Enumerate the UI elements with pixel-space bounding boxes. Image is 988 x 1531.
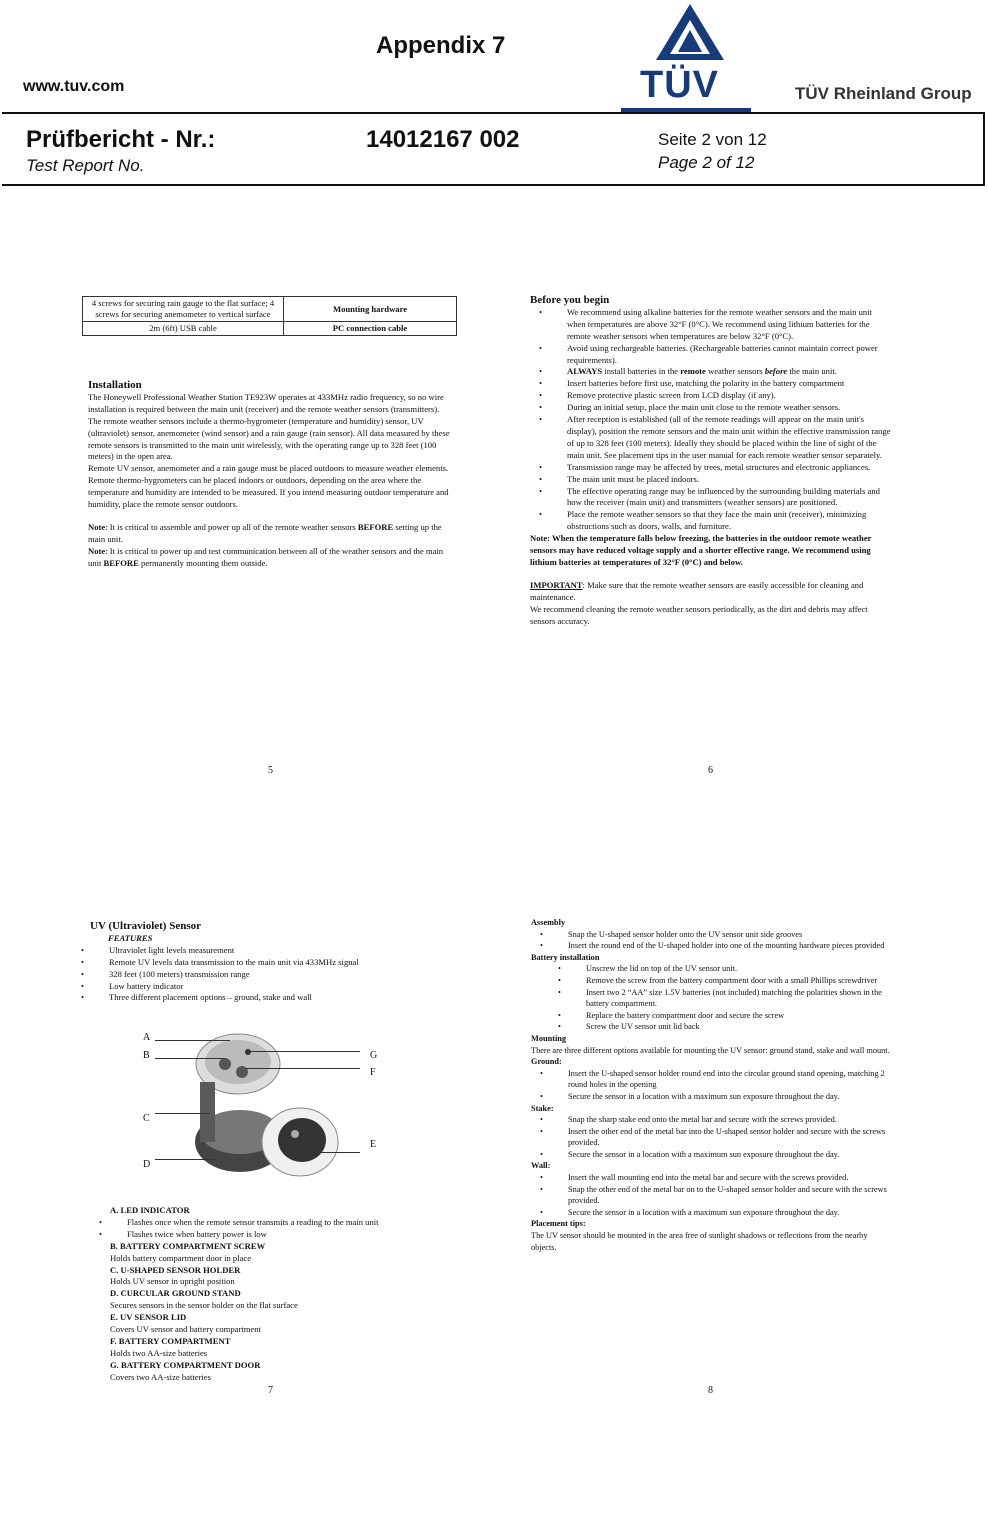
table-cell: Mounting hardware xyxy=(284,297,457,322)
page-number: 6 xyxy=(708,765,713,776)
list-item xyxy=(530,366,892,378)
page-number: 7 xyxy=(268,1385,273,1396)
text: weather sensors xyxy=(705,366,765,377)
list-item: • Screw the UV sensor unit lid back xyxy=(549,1021,893,1033)
list-item: • Snap the U-shaped sensor holder onto the UV sensor unit side grooves xyxy=(531,929,893,941)
note-text: setting up the main unit. xyxy=(88,521,442,544)
figure-label-a: A xyxy=(143,1032,151,1043)
part-title: A. LED INDICATOR xyxy=(110,1205,190,1215)
table-cell: PC connection cable xyxy=(284,322,457,336)
list-item: • Insert batteries before first use, matching the polarity in the battery compartment xyxy=(530,378,892,390)
list-item: • Replace the battery compartment door and secure the screw xyxy=(549,1010,893,1022)
page-number: 8 xyxy=(708,1385,713,1396)
leader-line xyxy=(310,1152,360,1153)
note-text: : It is critical to power up and test communication between all of the weather sensors and the main unit xyxy=(88,545,444,568)
subheading: Battery installation xyxy=(531,952,600,962)
figure-label-c: C xyxy=(143,1113,150,1124)
list-item: • Remove protective plastic screen from LCD display (if any). xyxy=(530,390,892,402)
tuv-logo-text: TÜV xyxy=(640,64,719,106)
note-text: : It is critical to assemble and power up all of the remote weather sensors xyxy=(105,521,358,532)
emphasis: ALWAYS xyxy=(567,366,603,377)
note-paragraph xyxy=(88,522,456,546)
emphasis: remote xyxy=(680,366,706,377)
list-item: • Insert two 2 “AA” size 1.5V batteries (not included) matching the polarities shown in the battery compartment. xyxy=(549,987,893,1010)
features-list xyxy=(72,945,450,1005)
figure-label-g: G xyxy=(370,1050,378,1061)
table-row xyxy=(83,322,457,336)
bullet-list xyxy=(531,1114,893,1160)
part-title: G. BATTERY COMPARTMENT DOOR xyxy=(110,1359,261,1370)
subheading: Ground: xyxy=(531,1057,562,1067)
leader-line xyxy=(155,1113,210,1114)
list-item: • Insert the U-shaped sensor holder round end into the circular ground stand opening, matching 2 round holes in the opening xyxy=(531,1068,893,1091)
page-indicator-de: Seite 2 von 12 xyxy=(658,130,767,149)
paragraph: The UV sensor should be mounted in the area free of sunlight shadows or reflections from the nearby objects. xyxy=(531,1231,868,1252)
paragraph: The Honeywell Professional Weather Station TE923W operates at 433MHz radio frequency, so no wire installation is required between the main unit (receiver) and the remote weather sensors (transmitters). xyxy=(88,391,444,414)
paragraph: We recommend cleaning the remote weather sensors periodically, as the dirt and debris may affect sensors accuracy. xyxy=(530,603,868,626)
report-label-en: Test Report No. xyxy=(26,156,145,175)
leader-line xyxy=(250,1051,360,1052)
table-cell: 2m (6ft) USB cable xyxy=(83,322,284,336)
subheading: Mounting xyxy=(531,1033,567,1043)
page-indicator-en: Page 2 of 12 xyxy=(658,153,755,172)
list-item: • Secure the sensor in a location with a maximum sun exposure throughout the day. xyxy=(531,1149,893,1161)
features-label: FEATURES xyxy=(108,932,153,943)
bullet-list xyxy=(530,307,892,533)
list-item: • Transmission range may be affected by trees, metal structures and electronic appliances. xyxy=(530,462,892,474)
website-url: www.tuv.com xyxy=(23,78,125,95)
paragraph: The remote weather sensors include a thermo-hygrometer (temperature and humidity) sensor, UV (ultraviolet) sensor, anemometer (wind sensor) and a rain gauge (rain sensor). All data measured by these remote sensors is transmitted to the main unit wirelessly, with the operating range up to 328 feet (100 meters) in the open area. xyxy=(88,415,450,462)
part-title: D. CURCULAR GROUND STAND xyxy=(110,1288,241,1299)
paragraph: Remote UV sensor, anemometer and a rain gauge must be placed outdoors to measure weather elements. xyxy=(88,463,449,474)
report-number: 14012167 002 xyxy=(366,126,520,153)
important-paragraph xyxy=(530,580,892,604)
note-text: permanently mounting them outside. xyxy=(138,557,268,568)
leader-line xyxy=(155,1159,215,1160)
leader-line xyxy=(155,1058,225,1059)
list-item: • Secure the sensor in a location with a maximum sun exposure throughout the day. xyxy=(531,1207,893,1219)
subheading: Assembly xyxy=(531,918,566,927)
before-you-begin-section xyxy=(530,295,892,627)
subheading: Placement tips: xyxy=(531,1219,586,1229)
part-desc: Covers UV sensor and battery compartment xyxy=(110,1324,261,1335)
tuv-triangle-logo-icon xyxy=(650,2,730,64)
emphasis: before xyxy=(764,366,788,377)
list-item: • Ultraviolet light levels measurement xyxy=(72,945,450,957)
subheading: Wall: xyxy=(531,1161,551,1171)
bullet-list xyxy=(531,929,893,952)
bullet-list xyxy=(531,1068,893,1103)
important-text: : Make sure that the remote weather sensors are easily accessible for cleaning and maintenance. xyxy=(530,579,864,602)
important-label: IMPORTANT xyxy=(530,579,583,590)
part-title: B. BATTERY COMPARTMENT SCREW xyxy=(110,1240,266,1251)
list-item: • After reception is established (all of the remote readings will appear on the main unit's display), position the remote sensors and the main unit within the effective transmission range of up to 328 feet (100 meters). Ideally they should be placed within the line of sight of the main unit. See placement tips in the user manual for each remote weather sensor separately. xyxy=(530,414,892,462)
list-item: • Remote UV levels data transmission to the main unit via 433MHz signal xyxy=(72,957,450,969)
list-item: • We recommend using alkaline batteries for the remote weather sensors and the main unit when temperatures are above 32°F (0°C). We recommend using lithium batteries for the remote weather sensors when temperatures are below 32°F (0°C). xyxy=(530,307,892,343)
list-item: • 328 feet (100 meters) transmission range xyxy=(72,969,450,981)
report-label: Prüfbericht - Nr.: xyxy=(26,126,216,153)
list-item: • The effective operating range may be influenced by the surrounding building materials and how the receiver (main unit) and transmitters (weather sensors) are positioned. xyxy=(530,486,892,510)
list-item: • Three different placement options – ground, stake and wall xyxy=(72,992,450,1004)
note-paragraph xyxy=(88,546,456,570)
page-number: 5 xyxy=(268,765,273,776)
paragraph: Remote thermo-hygrometers can be placed indoors or outdoors, depending on the area where the temperature and humidity are intended to be measured. If you intend measuring outdoor temperature and humidity, place the remote sensor outdoors. xyxy=(88,475,449,510)
text: install batteries in the xyxy=(602,366,681,377)
assembly-section xyxy=(531,917,893,1253)
list-item: • Secure the sensor in a location with a maximum sun exposure throughout the day. xyxy=(531,1091,893,1103)
freezing-note: Note: When the temperature falls below freezing, the batteries in the outdoor remote weather sensors may have reduced voltage supply and a shorter effective range. We recommend using lithium batteries at temperatures of 32°F (0°C) and below. xyxy=(530,533,872,567)
note-label: Note xyxy=(88,521,106,532)
section-heading: Installation xyxy=(88,379,142,391)
paragraph: There are three different options available for mounting the UV sensor: ground stand, stake and wall mount. xyxy=(531,1045,890,1055)
part-desc: Covers two AA-size batteries xyxy=(110,1371,211,1382)
list-item: • Insert the round end of the U-shaped holder into one of the mounting hardware pieces provided xyxy=(531,940,893,952)
list-item: • Unscrew the lid on top of the UV sensor unit. xyxy=(549,963,893,975)
figure-label-e: E xyxy=(370,1139,377,1150)
list-item: • Avoid using rechargeable batteries. (Rechargeable batteries cannot maintain correct power requirements). xyxy=(530,343,892,367)
figure-label-b: B xyxy=(143,1050,150,1061)
bullet-list xyxy=(531,963,893,1033)
list-item: • Snap the sharp stake end onto the metal bar and secure with the screws provided. xyxy=(531,1114,893,1126)
text: the main unit. xyxy=(787,366,837,377)
part-desc: Holds two AA-size batteries xyxy=(110,1347,208,1358)
group-name: TÜV Rheinland Group xyxy=(795,84,972,103)
table-cell: 4 screws for securing rain gauge to the flat surface; 4 screws for securing anemometer to vertical surface xyxy=(83,297,284,322)
part-title: F. BATTERY COMPARTMENT xyxy=(110,1335,231,1346)
list-item: • Snap the other end of the metal bar on to the U-shaped sensor holder and secure with the screws provided. xyxy=(531,1184,893,1207)
subheading: Stake: xyxy=(531,1103,554,1113)
list-item: • Remove the screw from the battery compartment door with a small Phillips screwdriver xyxy=(549,975,893,987)
uv-sensor-photo xyxy=(180,1022,360,1192)
table-row xyxy=(83,297,457,322)
list-item: • Low battery indicator xyxy=(72,981,450,993)
figure-label-d: D xyxy=(143,1159,151,1170)
bullet-list xyxy=(531,1172,893,1218)
figure-label-f: F xyxy=(370,1067,376,1078)
section-heading: Before you begin xyxy=(530,294,610,306)
part-title: C. U-SHAPED SENSOR HOLDER xyxy=(110,1264,241,1275)
appendix-title: Appendix 7 xyxy=(376,32,506,59)
list-item: • The main unit must be placed indoors. xyxy=(530,474,892,486)
leader-line xyxy=(245,1068,360,1069)
uv-sensor-section xyxy=(90,921,450,1004)
part-desc: Holds battery compartment door in place xyxy=(110,1252,252,1263)
part-title: E. UV SENSOR LID xyxy=(110,1312,187,1323)
note-emphasis: BEFORE xyxy=(357,521,394,532)
list-item: • Flashes twice when battery power is low xyxy=(90,1229,450,1241)
note-label: Note xyxy=(88,545,106,556)
list-item: • During an initial setup, place the main unit close to the remote weather sensors. xyxy=(530,402,892,414)
hardware-table xyxy=(82,296,457,336)
part-desc: Secures sensors in the sensor holder on the flat surface xyxy=(110,1300,298,1311)
installation-section xyxy=(88,380,456,570)
list-item: • Place the remote weather sensors so that they face the main unit (receiver), minimizing obstructions such as doors, walls, and furniture. xyxy=(530,509,892,533)
bullet-list xyxy=(90,1217,450,1241)
list-item: • Flashes once when the remote sensor transmits a reading to the main unit xyxy=(90,1217,450,1229)
note-emphasis: BEFORE xyxy=(103,557,139,568)
part-desc: Holds UV sensor in upright position xyxy=(110,1276,235,1287)
uv-parts-list xyxy=(110,1205,450,1384)
list-item: • Insert the other end of the metal bar into the U-shaped sensor holder and secure with the screws provided. xyxy=(531,1126,893,1149)
list-item: • Insert the wall mounting end into the metal bar and secure with the screws provided. xyxy=(531,1172,893,1184)
section-heading: UV (Ultraviolet) Sensor xyxy=(90,920,201,932)
leader-line xyxy=(155,1040,230,1041)
